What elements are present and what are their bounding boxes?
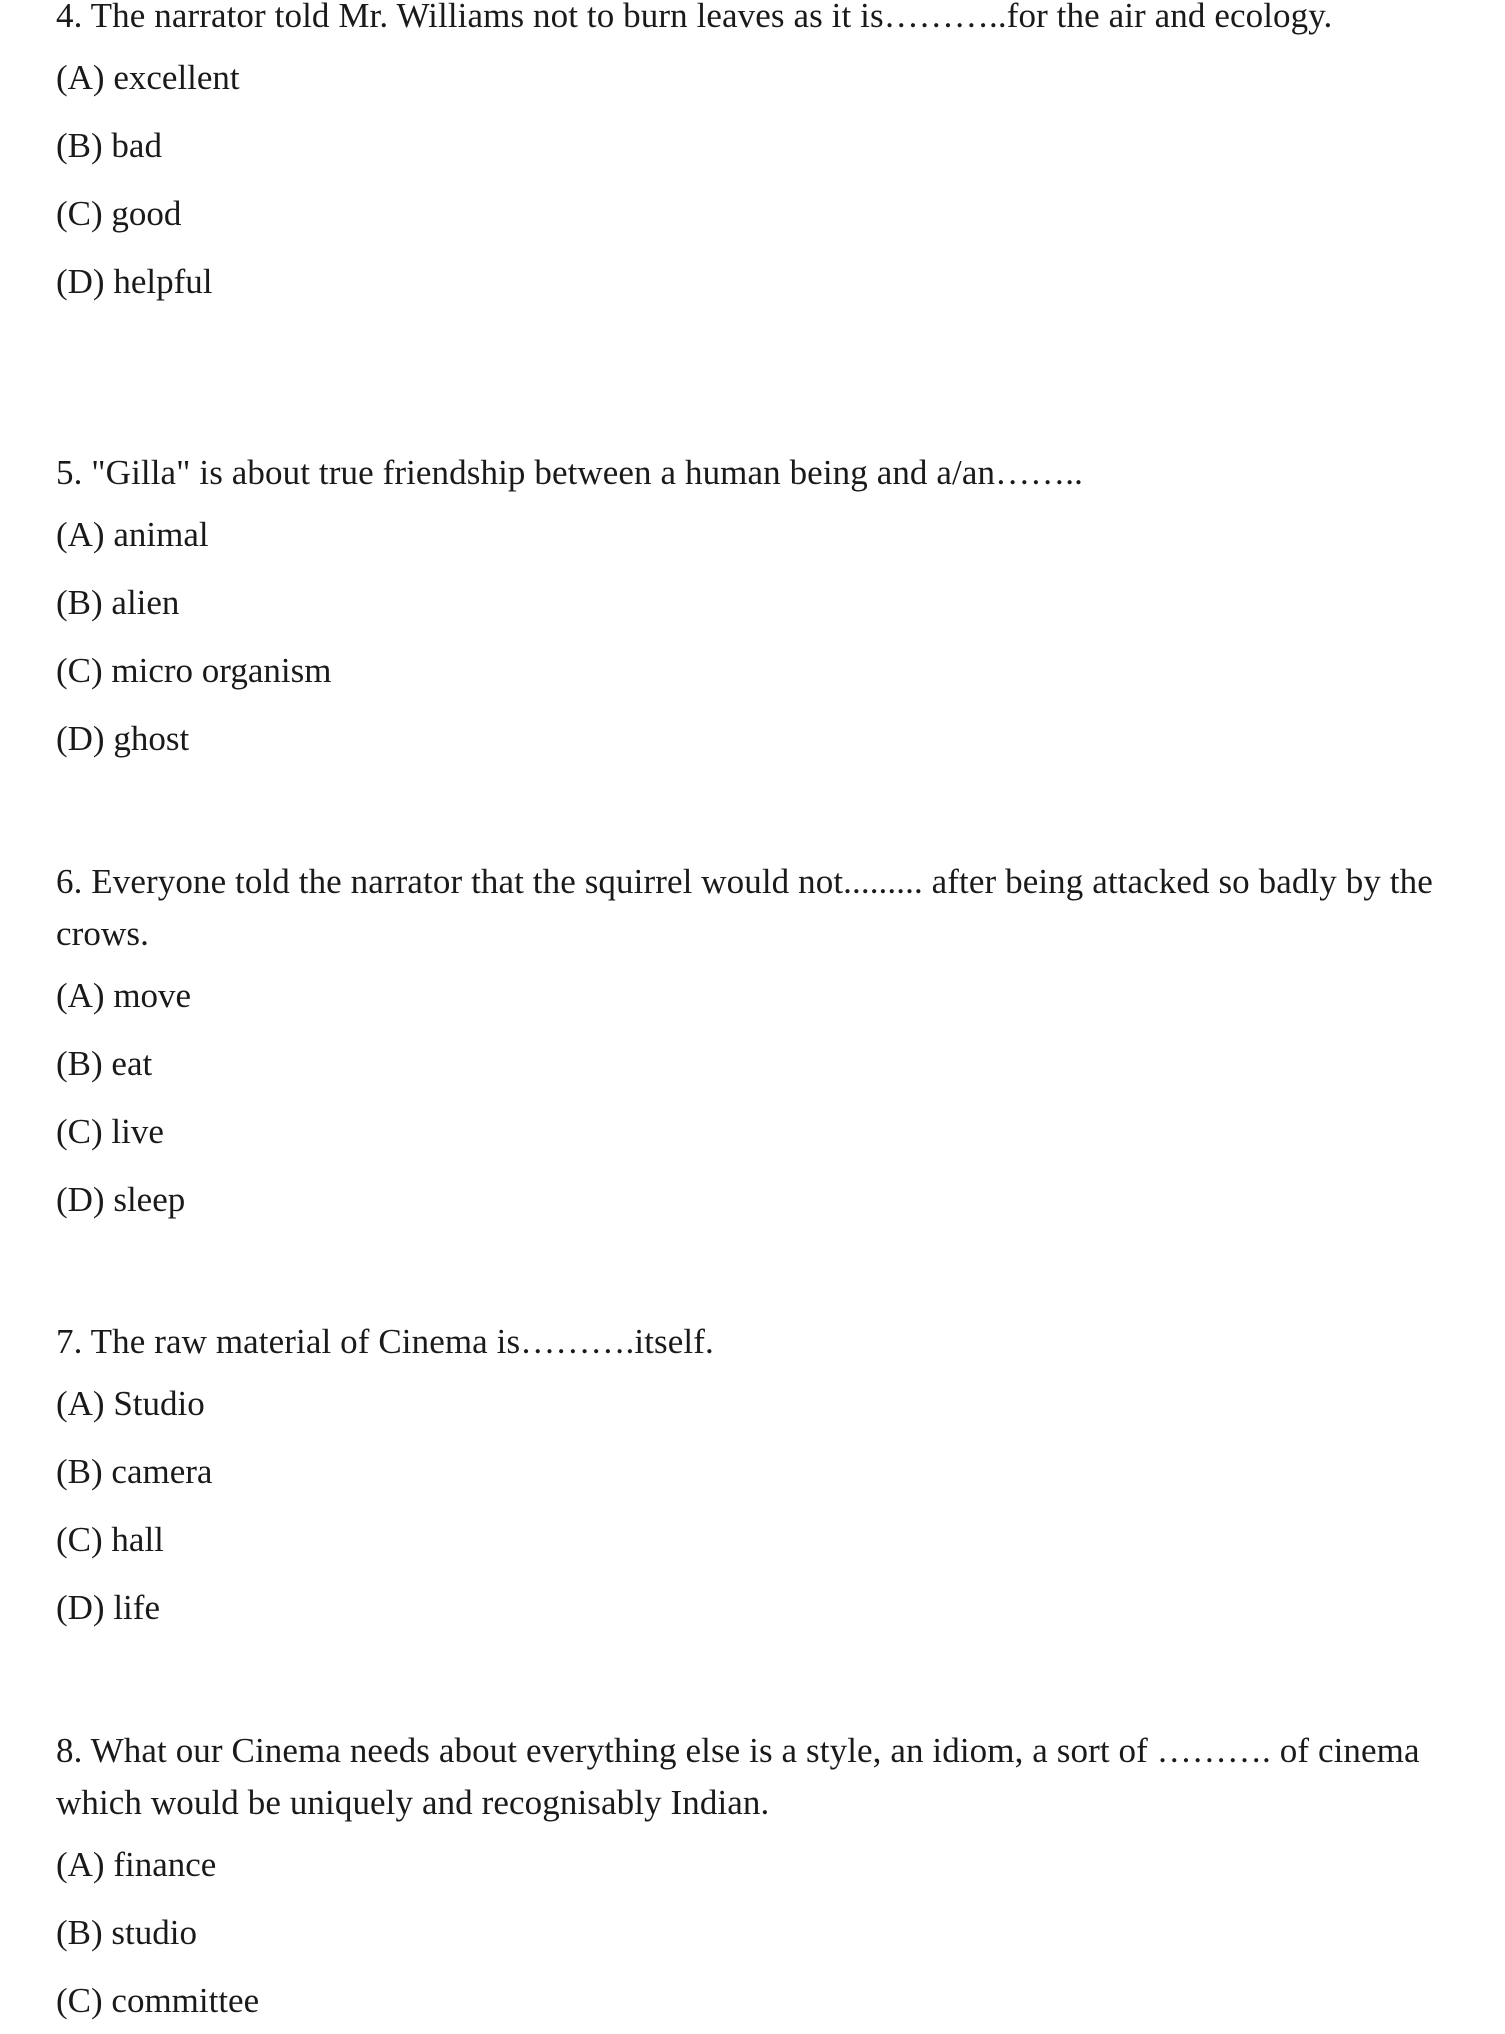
option-list: [56, 960, 1456, 1232]
option-a: (A) Studio: [56, 1384, 205, 1423]
option-b: (B) bad: [56, 126, 162, 165]
option-list: [56, 42, 1456, 314]
option-c: (C) live: [56, 1112, 164, 1151]
option-d: (D) life: [56, 1588, 160, 1627]
question-stem: 5. "Gilla" is about true friendship between a human being and a/an……..: [56, 453, 1083, 492]
option-a: (A) move: [56, 976, 192, 1015]
option-d: (D) ghost: [56, 719, 190, 758]
option-b: (B) eat: [56, 1044, 153, 1083]
option-d: (D) sleep: [56, 1180, 186, 1219]
question-5: [56, 447, 1456, 771]
option-a: (A) excellent: [56, 58, 240, 97]
option-c: (C) committee: [56, 1981, 260, 2020]
option-c: (C) micro organism: [56, 651, 332, 690]
option-b: (B) studio: [56, 1913, 197, 1952]
option-b: (B) camera: [56, 1452, 213, 1491]
option-b: (B) alien: [56, 583, 180, 622]
option-list: [56, 499, 1456, 771]
question-stem: 7. The raw material of Cinema is……….itself.: [56, 1322, 714, 1361]
question-6: [56, 856, 1456, 1232]
question-8: [56, 1725, 1456, 2033]
question-stem: 4. The narrator told Mr. Williams not to burn leaves as it is………..for the air and ecology.: [56, 0, 1333, 35]
option-list: [56, 1368, 1456, 1640]
option-a: (A) animal: [56, 515, 209, 554]
option-c: (C) good: [56, 194, 182, 233]
question-stem: 6. Everyone told the narrator that the squirrel would not......... after being attacked so badly by the crows.: [56, 862, 1433, 953]
question-4: [56, 0, 1456, 314]
option-c: (C) hall: [56, 1520, 164, 1559]
option-list: [56, 1829, 1456, 2033]
option-a: (A) finance: [56, 1845, 217, 1884]
question-stem: 8. What our Cinema needs about everything else is a style, an idiom, a sort of ………. of cinema which would be uniquely and recognisably Indian.: [56, 1731, 1420, 1822]
question-7: [56, 1316, 1456, 1640]
option-d: (D) helpful: [56, 262, 213, 301]
